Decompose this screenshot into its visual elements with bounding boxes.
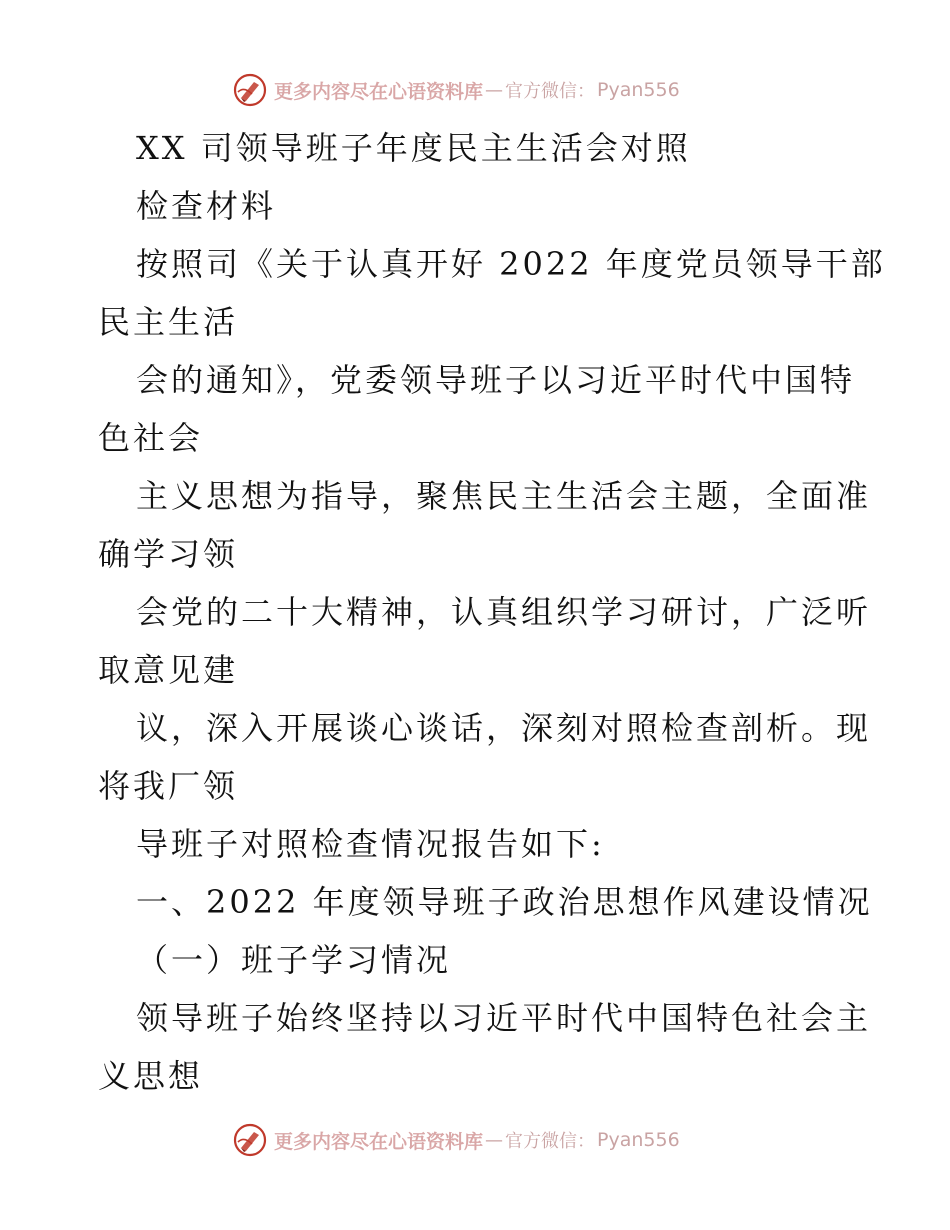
watermark-dash: — xyxy=(485,1129,504,1151)
subsection-heading: （一）班子学习情况 xyxy=(136,941,452,979)
paragraph-line: 义思想 xyxy=(98,1057,204,1095)
document-title-line-1: XX 司领导班子年度民主生活会对照 xyxy=(136,129,691,167)
paragraph-line: 领导班子始终坚持以习近平时代中国特色社会主 xyxy=(136,999,872,1037)
paragraph-line: 主义思想为指导，聚焦民主生活会主题，全面准 xyxy=(136,477,872,515)
paragraph-line: 民主生活 xyxy=(98,303,239,341)
paragraph-line: 确学习领 xyxy=(98,535,239,573)
footer-watermark xyxy=(232,1120,680,1160)
document-title-line-2: 检查材料 xyxy=(136,187,277,225)
paragraph-line: 按照司《关于认真开好 2022 年度党员领导干部 xyxy=(136,245,886,283)
watermark-site-text: 更多内容尽在心语资料库 xyxy=(274,1130,484,1153)
paragraph-line: 导班子对照检查情况报告如下: xyxy=(136,825,605,863)
paragraph-line: 取意见建 xyxy=(98,651,239,689)
paragraph-line: 会党的二十大精神，认真组织学习研讨，广泛听 xyxy=(136,593,872,631)
watermark-official-label: 官方微信： xyxy=(505,1131,596,1152)
pen-logo-icon xyxy=(232,1122,268,1158)
watermark-account: Pyan556 xyxy=(597,79,680,101)
watermark-site-text: 更多内容尽在心语资料库 xyxy=(274,80,484,103)
paragraph-line: 色社会 xyxy=(98,419,204,457)
paragraph-line: 议，深入开展谈心谈话，深刻对照检查剖析。现 xyxy=(136,709,872,747)
watermark-account: Pyan556 xyxy=(597,1129,680,1151)
paragraph-line: 会的通知》，党委领导班子以习近平时代中国特 xyxy=(136,361,856,399)
header-watermark xyxy=(232,70,680,110)
paragraph-line: 将我厂领 xyxy=(98,767,239,805)
watermark-official-label: 官方微信： xyxy=(505,81,596,102)
section-heading: 一、2022 年度领导班子政治思想作风建设情况 xyxy=(136,883,873,921)
pen-logo-icon xyxy=(232,72,268,108)
watermark-dash: — xyxy=(485,79,504,101)
